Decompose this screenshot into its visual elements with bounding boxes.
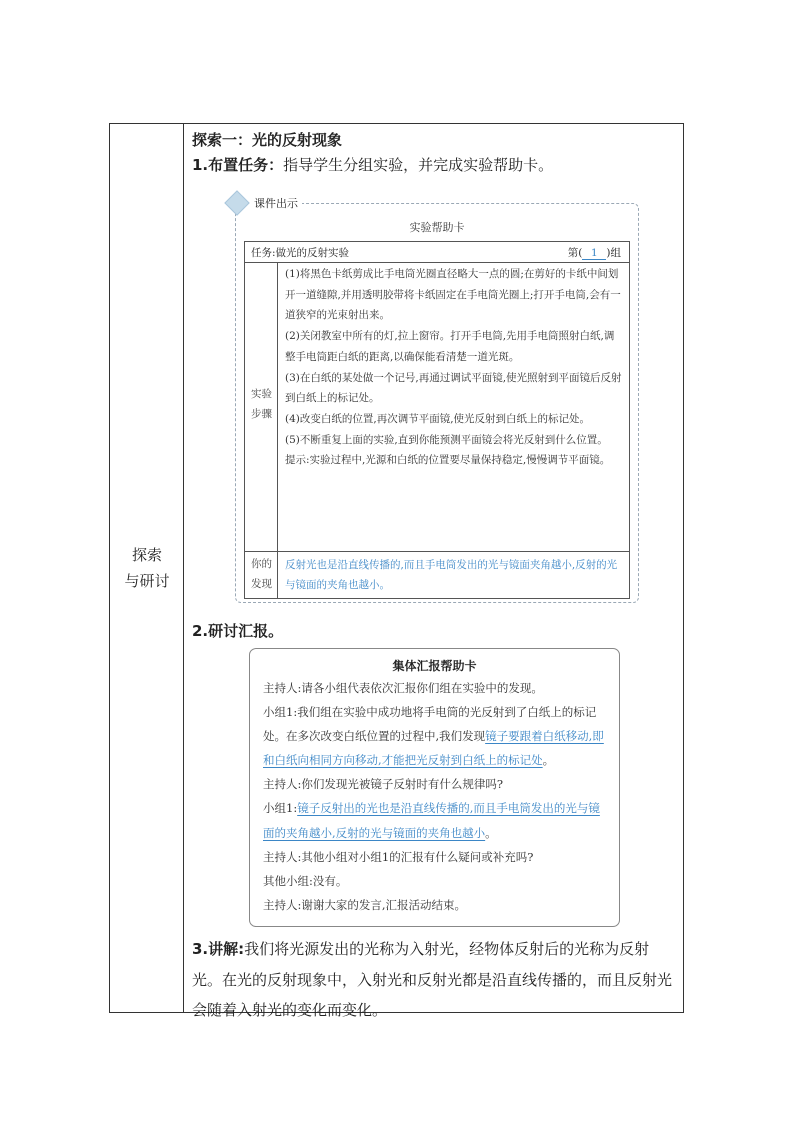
step-4: (4)改变白纸的位置,再次调节平面镜,使光反射到白纸上的标记处。 bbox=[285, 412, 591, 425]
finding-label-cell bbox=[245, 551, 278, 598]
step-1: (1)将黑色卡纸剪成比手电筒光圈直径略大一点的圆;在剪好的卡纸中间划开一道缝隙,并用透明胶带将卡纸固定在手电筒光圈上;打开手电筒,会有一道狭窄的光束射出来。 bbox=[285, 268, 621, 322]
lesson-table bbox=[109, 123, 684, 1019]
explain-paragraph bbox=[192, 934, 673, 1026]
task-prefix: 1.布置任务： bbox=[192, 156, 284, 174]
task-line bbox=[192, 155, 553, 175]
report-line-7: 主持人:谢谢大家的发言,汇报活动结束。 bbox=[263, 897, 467, 912]
section-label-line2: 与研讨 bbox=[124, 572, 170, 590]
help-card-title: 实验帮助卡 bbox=[409, 221, 465, 234]
report-answer-2: 镜子反射出的光也是沿直线传播的,而且手电筒发出的光与镜面的夹角越小,反射的光与镜面的夹角也越小 bbox=[263, 801, 600, 840]
report-line-4-text: 小组1: bbox=[263, 801, 298, 816]
courseware-box bbox=[235, 197, 639, 603]
report-line-2-text: 小组1:我们组在实验中成功地将手电筒的光反射到了白纸上的标记处。在多次改变白纸位置的过程中,我们发现 bbox=[263, 705, 597, 744]
report-line-2 bbox=[263, 700, 609, 772]
step-5: (5)不断重复上面的实验,直到你能预测平面镜会将光反射到什么位置。 bbox=[285, 433, 608, 446]
group-number bbox=[568, 245, 621, 260]
content-cell bbox=[184, 124, 683, 1019]
finding-label-2: 发现 bbox=[251, 578, 272, 590]
task-text: 指导学生分组实验，并完成实验帮助卡。 bbox=[283, 156, 554, 174]
step-2: (2)关闭教室中所有的灯,拉上窗帘。打开手电筒,先用手电筒照射白纸,调整手电筒距白纸的距离,以确保能看清楚一道光斑。 bbox=[285, 330, 615, 363]
steps-label-2: 步骤 bbox=[251, 408, 272, 420]
discuss-title: 2.研讨汇报。 bbox=[192, 622, 284, 640]
report-card bbox=[249, 648, 620, 927]
steps-label-1: 实验 bbox=[251, 388, 272, 400]
finding-row bbox=[245, 551, 629, 598]
courseware-tag bbox=[228, 194, 302, 212]
report-answer-1: 镜子要跟着白纸移动,即和白纸向相同方向移动,才能把光反射到白纸上的标记处 bbox=[263, 729, 604, 768]
report-line-1: 主持人:请各小组代表依次汇报你们组在实验中的发现。 bbox=[263, 681, 543, 695]
report-body bbox=[263, 676, 609, 917]
group-no-value: 1 bbox=[582, 247, 606, 260]
courseware-tag-label: 课件出示 bbox=[250, 195, 302, 211]
diamond-icon bbox=[224, 190, 249, 215]
section-label-cell bbox=[110, 124, 184, 1012]
group-post: )组 bbox=[606, 247, 621, 259]
task-label: 任务:做光的反射实验 bbox=[251, 247, 350, 259]
explore-title: 探索一：光的反射现象 bbox=[192, 131, 343, 149]
report-line-6: 其他小组:没有。 bbox=[263, 873, 348, 888]
section-label bbox=[110, 542, 184, 594]
step-tip: 提示:实验过程中,光源和白纸的位置要尽量保持稳定,慢慢调节平面镜。 bbox=[285, 454, 611, 467]
experiment-table bbox=[244, 241, 630, 599]
report-line-5: 主持人:其他小组对小组1的汇报有什么疑问或补充吗? bbox=[263, 849, 534, 864]
group-pre: 第( bbox=[567, 247, 583, 259]
finding-label-1: 你的 bbox=[251, 558, 272, 570]
explain-prefix: 3.讲解: bbox=[192, 940, 245, 958]
report-line-3: 主持人:你们发现光被镜子反射时有什么规律吗? bbox=[263, 777, 504, 792]
steps-row bbox=[245, 262, 629, 552]
report-line-4-end: 。 bbox=[485, 825, 497, 840]
steps-text bbox=[285, 264, 623, 471]
task-row bbox=[245, 242, 629, 263]
section-label-line1: 探索 bbox=[131, 546, 162, 564]
report-line-4 bbox=[263, 796, 609, 844]
step-3: (3)在白纸的某处做一个记号,再通过调试平面镜,使光照射到平面镜后反射到白纸上的标记处。 bbox=[285, 371, 622, 405]
report-line-2-end: 。 bbox=[542, 753, 555, 768]
explain-text: 我们将光源发出的光称为入射光，经物体反射后的光称为反射光。在光的反射现象中，入射光和反射光都是沿直线传播的，而且反射光会随着入射光的变化而变化。 bbox=[192, 940, 673, 1019]
finding-answer: 反射光也是沿直线传播的,而且手电筒发出的光与镜面夹角越小,反射的光与镜面的夹角也越小。 bbox=[285, 559, 618, 591]
steps-label-cell bbox=[245, 262, 278, 551]
report-card-title: 集体汇报帮助卡 bbox=[392, 659, 477, 673]
